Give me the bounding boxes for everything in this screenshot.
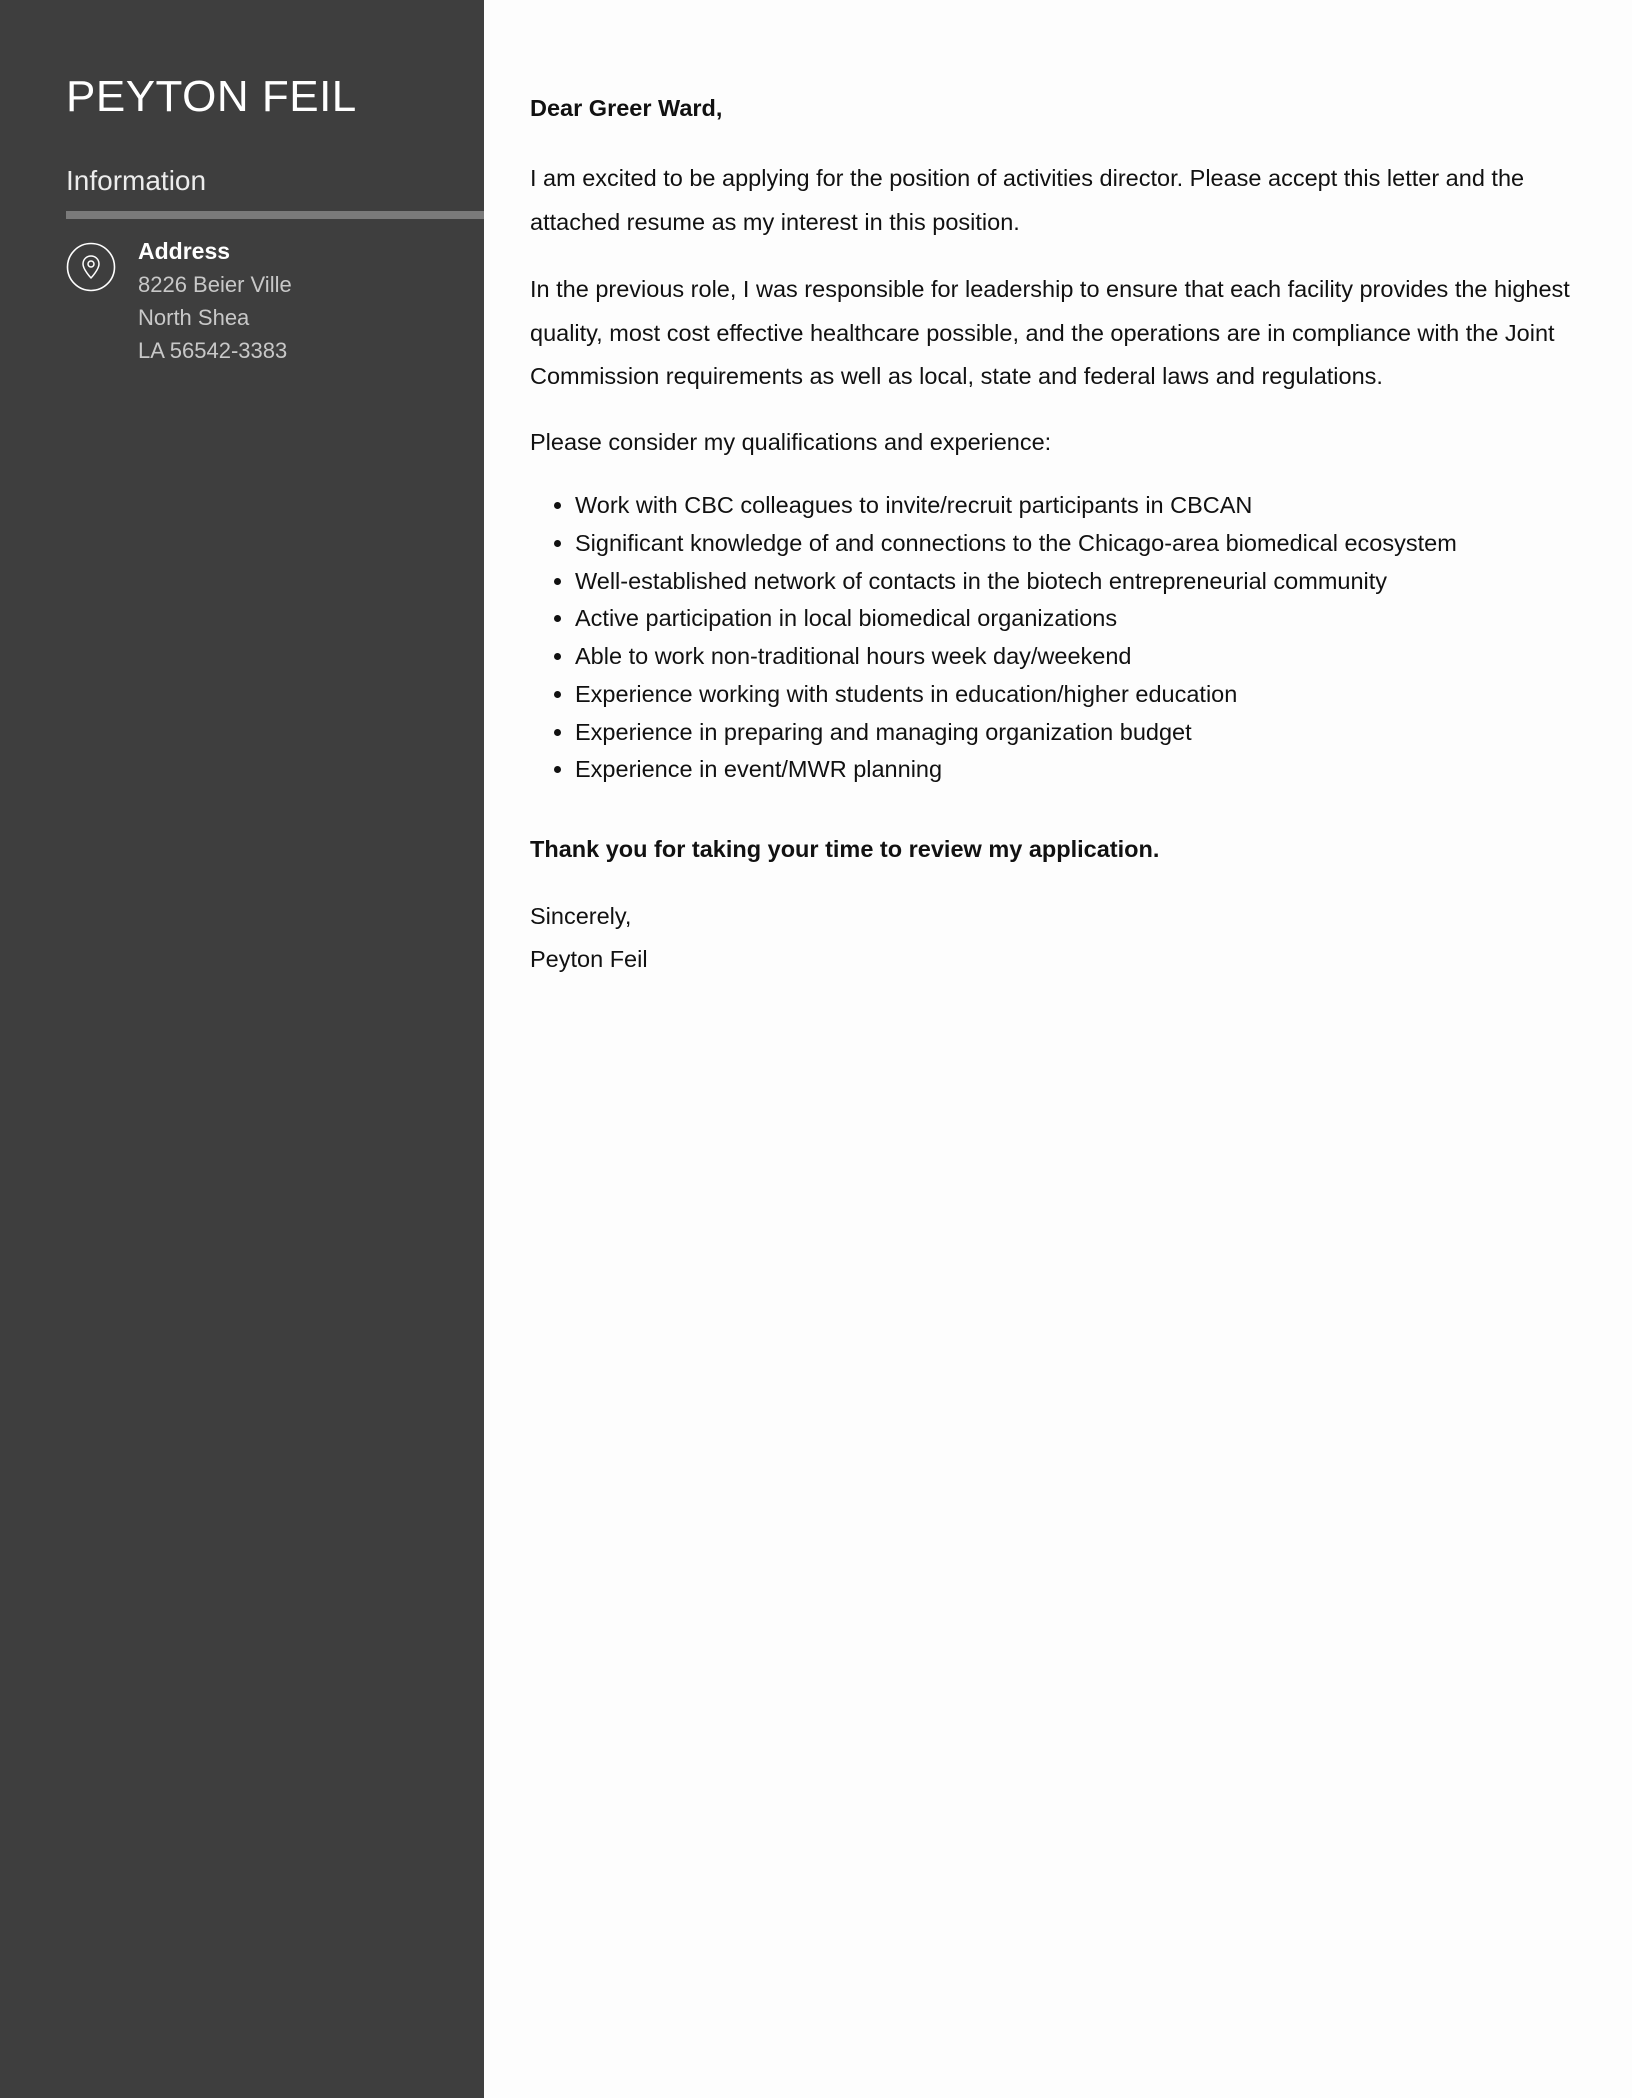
information-heading: Information bbox=[66, 165, 207, 196]
closing: Sincerely, bbox=[530, 903, 632, 929]
signature: Peyton Feil bbox=[530, 946, 648, 972]
address-label: Address bbox=[138, 238, 231, 264]
list-item: • Active participation in local biomedical organizations bbox=[575, 600, 1457, 638]
list-item: • Experience in preparing and managing organization budget bbox=[575, 714, 1457, 752]
list-item: • Well-established network of contacts in the biotech entrepreneurial community bbox=[575, 563, 1457, 601]
sidebar bbox=[0, 0, 484, 2098]
paragraph-experience: In the previous role, I was responsible for leadership to ensure that each facility provides the highest quality, most cost effective healthcare possible, and the operations are in compliance with the Joint Commission requirements as well as local, state and federal laws and regulations. bbox=[530, 276, 1570, 389]
list-item: • Experience working with students in education/higher education bbox=[575, 676, 1457, 714]
list-item: • Significant knowledge of and connections to the Chicago-area biomedical ecosystem bbox=[575, 525, 1457, 563]
paragraph-qualifications: Please consider my qualifications and experience: bbox=[530, 429, 1052, 455]
list-item: • Experience in event/MWR planning bbox=[575, 751, 1457, 789]
salutation: Dear Greer Ward, bbox=[530, 95, 723, 121]
paragraph-intro: I am excited to be applying for the position of activities director. Please accept this letter and the attached resume as my interest in this position. bbox=[530, 165, 1525, 235]
address-line-3: LA 56542-3383 bbox=[138, 338, 288, 363]
applicant-name: PEYTON FEIL bbox=[66, 72, 357, 121]
address-line-2: North Shea bbox=[138, 305, 250, 330]
thank-you-line: Thank you for taking your time to review my application. bbox=[530, 836, 1160, 862]
list-item: • Work with CBC colleagues to invite/recruit participants in CBCAN bbox=[575, 487, 1457, 525]
location-pin-icon bbox=[66, 242, 116, 292]
address-line-1: 8226 Beier Ville bbox=[138, 272, 292, 297]
list-item: • Able to work non-traditional hours week day/weekend bbox=[575, 638, 1457, 676]
section-divider bbox=[66, 211, 484, 219]
qualifications-list bbox=[530, 487, 1457, 789]
